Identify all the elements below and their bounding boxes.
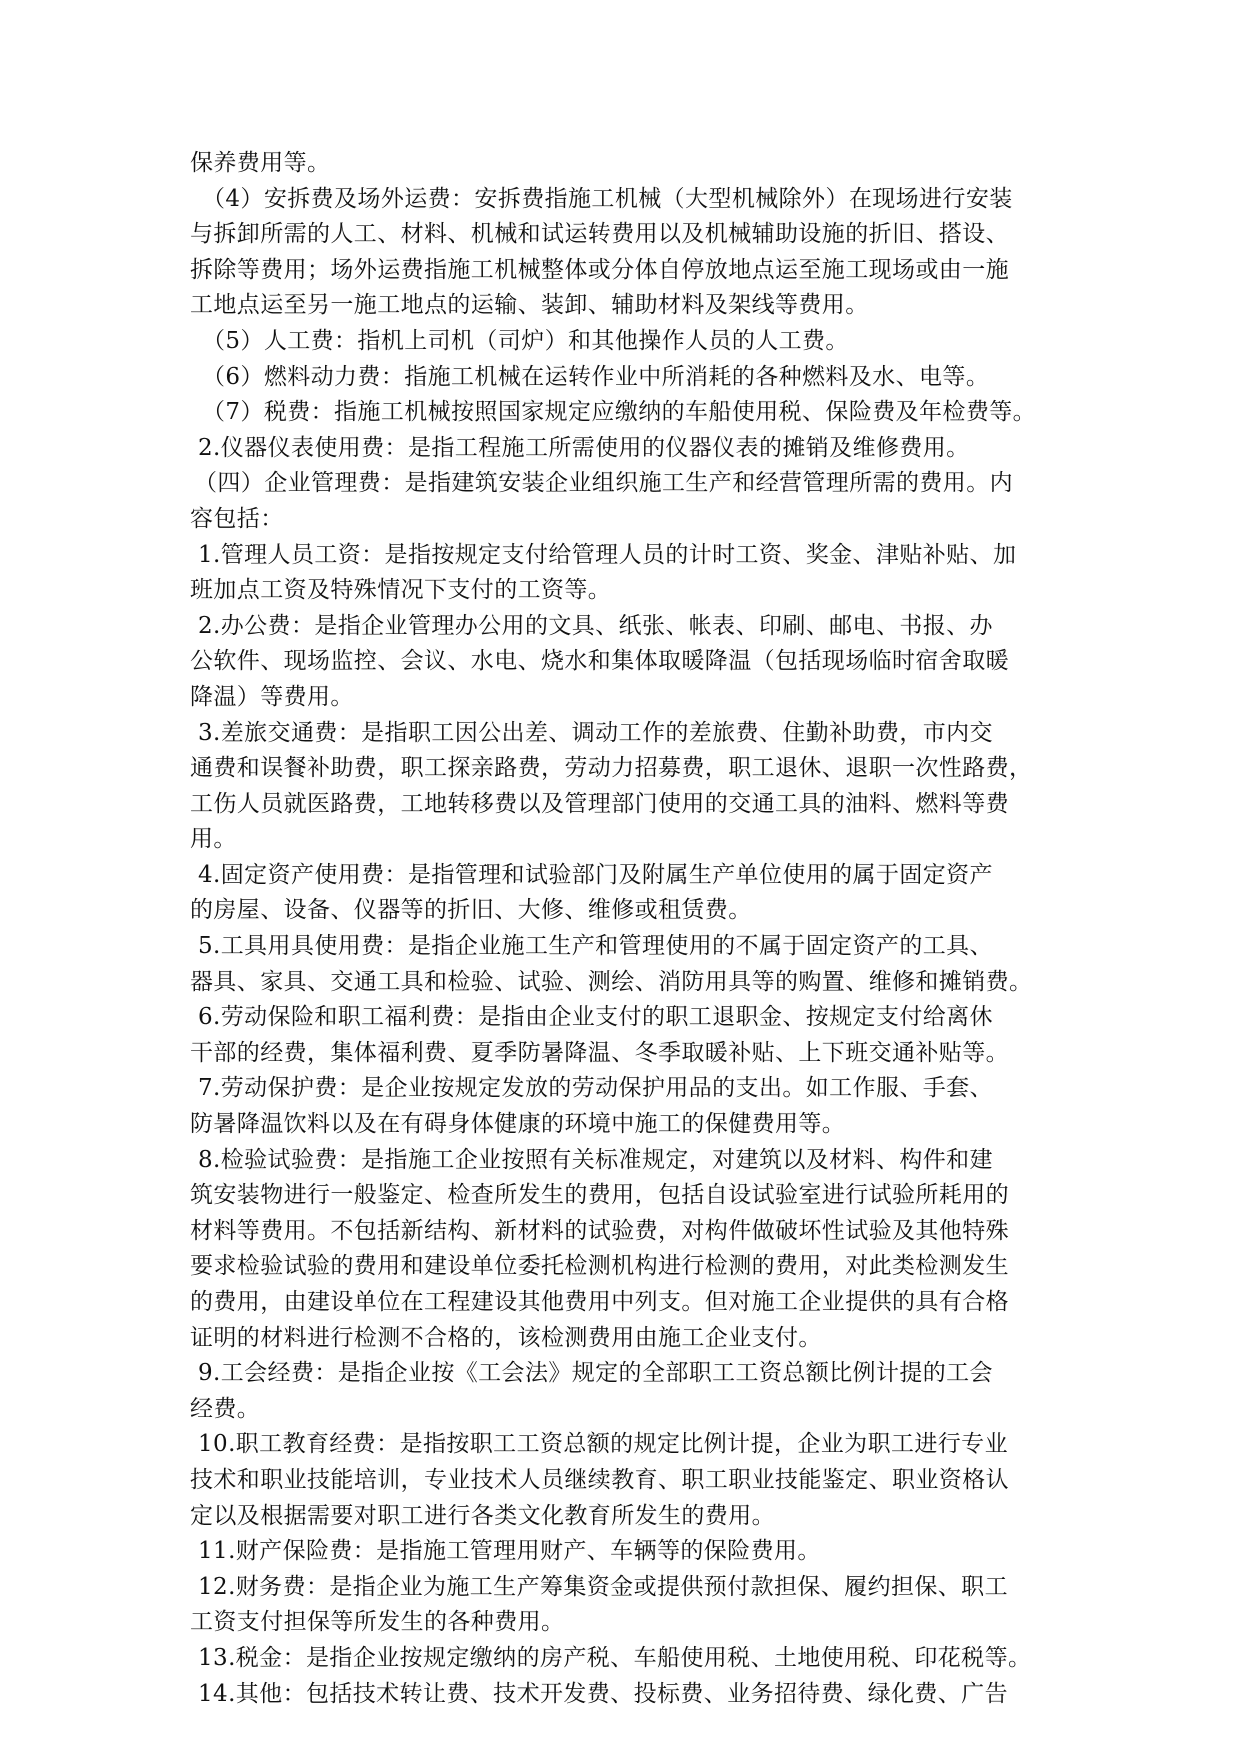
text-line: 2.办公费：是指企业管理办公用的文具、纸张、帐表、印刷、邮电、书报、办 [198,612,993,639]
text-line: （5）人工费：指机上司机（司炉）和其他操作人员的人工费。 [202,327,849,354]
text-line: 材料等费用。不包括新结构、新材料的试验费，对构件做破坏性试验及其他特殊 [190,1217,1009,1244]
text-line: 降温）等费用。 [190,683,354,710]
document-body [190,146,1070,1712]
text-line: 工资支付担保等所发生的各种费用。 [190,1609,565,1636]
text-line: 公软件、现场监控、会议、水电、烧水和集体取暖降温（包括现场临时宿舍取暖 [190,648,1009,675]
text-line: 要求检验试验的费用和建设单位委托检测机构进行检测的费用，对此类检测发生 [190,1253,1009,1280]
text-line: 13.税金：是指企业按规定缴纳的房产税、车船使用税、土地使用税、印花税等。 [198,1644,1032,1671]
text-line: 工地点运至另一施工地点的运输、装卸、辅助材料及架线等费用。 [190,292,869,319]
text-line: 7.劳动保护费：是企业按规定发放的劳动保护用品的支出。如工作服、手套、 [198,1075,993,1102]
text-line: 1.管理人员工资：是指按规定支付给管理人员的计时工资、奖金、津贴补贴、加 [198,541,1017,568]
text-line: 与拆卸所需的人工、材料、机械和试运转费用以及机械辅助设施的折旧、搭设、 [190,221,1009,248]
text-line: 8.检验试验费：是指施工企业按照有关标准规定，对建筑以及材料、构件和建 [198,1146,993,1173]
text-line: 拆除等费用；场外运费指施工机械整体或分体自停放地点运至施工现场或由一施 [190,256,1009,283]
text-line: 班加点工资及特殊情况下支付的工资等。 [190,577,612,604]
text-line: 的房屋、设备、仪器等的折旧、大修、维修或租赁费。 [190,897,752,924]
text-line: 经费。 [190,1395,261,1422]
text-line: 14.其他：包括技术转让费、技术开发费、投标费、业务招待费、绿化费、广告 [198,1680,1008,1707]
text-line: 证明的材料进行检测不合格的，该检测费用由施工企业支付。 [190,1324,822,1351]
text-line: 容包括： [190,505,284,532]
text-line: （四）企业管理费：是指建筑安装企业组织施工生产和经营管理所需的费用。内 [194,470,1013,497]
text-line: 技术和职业技能培训，专业技术人员继续教育、职工职业技能鉴定、职业资格认 [190,1466,1009,1493]
text-line: 2.仪器仪表使用费：是指工程施工所需使用的仪器仪表的摊销及维修费用。 [198,434,970,461]
text-line: 11.财产保险费：是指施工管理用财产、车辆等的保险费用。 [198,1538,821,1565]
text-line: 定以及根据需要对职工进行各类文化教育所发生的费用。 [190,1502,775,1529]
text-line: （4）安拆费及场外运费：安拆费指施工机械（大型机械除外）在现场进行安装 [202,185,1013,212]
text-line: 用。 [190,826,237,853]
text-line: 4.固定资产使用费：是指管理和试验部门及附属生产单位使用的属于固定资产 [198,861,993,888]
text-line: 3.差旅交通费：是指职工因公出差、调动工作的差旅费、住勤补助费，市内交 [198,719,993,746]
text-line: 防暑降温饮料以及在有碍身体健康的环境中施工的保健费用等。 [190,1111,846,1138]
text-line: 筑安装物进行一般鉴定、检查所发生的费用，包括自设试验室进行试验所耗用的 [190,1182,1009,1209]
text-line: 保养费用等。 [190,150,331,176]
text-line: 干部的经费，集体福利费、夏季防暑降温、冬季取暖补贴、上下班交通补贴等。 [190,1039,1009,1066]
text-line: （7）税费：指施工机械按照国家规定应缴纳的车船使用税、保险费及年检费等。 [202,399,1037,426]
text-line: 通费和误餐补助费，职工探亲路费，劳动力招募费，职工退休、退职一次性路费， [190,755,1033,782]
text-line: 器具、家具、交通工具和检验、试验、测绘、消防用具等的购置、维修和摊销费。 [190,968,1033,995]
text-line: 12.财务费：是指企业为施工生产筹集资金或提供预付款担保、履约担保、职工 [198,1573,1008,1600]
text-line: 工伤人员就医路费，工地转移费以及管理部门使用的交通工具的油料、燃料等费 [190,790,1009,817]
text-line: 6.劳动保险和职工福利费：是指由企业支付的职工退职金、按规定支付给离休 [198,1004,993,1031]
text-line: 5.工具用具使用费：是指企业施工生产和管理使用的不属于固定资产的工具、 [198,933,993,960]
text-line: （6）燃料动力费：指施工机械在运转作业中所消耗的各种燃料及水、电等。 [202,363,990,390]
text-line: 10.职工教育经费：是指按职工工资总额的规定比例计提，企业为职工进行专业 [198,1431,1008,1458]
text-line: 的费用，由建设单位在工程建设其他费用中列支。但对施工企业提供的具有合格 [190,1289,1009,1315]
text-line: 9.工会经费：是指企业按《工会法》规定的全部职工工资总额比例计提的工会 [198,1360,993,1387]
